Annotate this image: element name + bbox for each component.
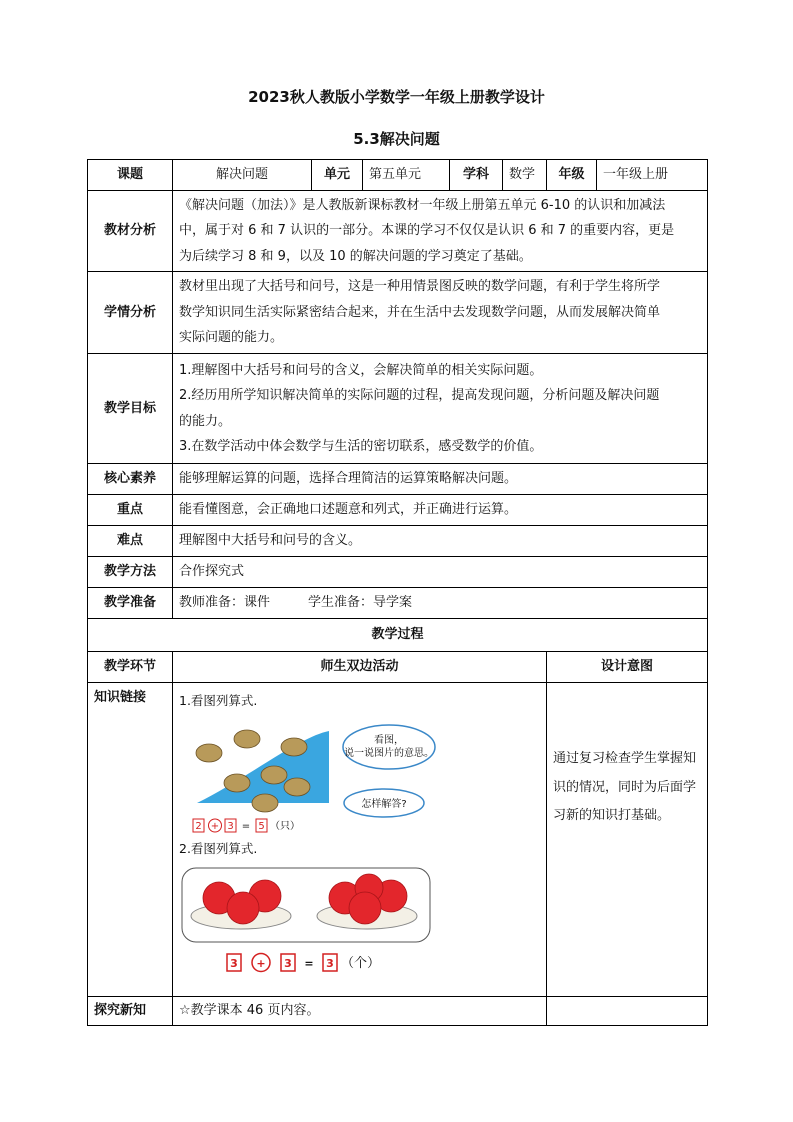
student-analysis-row [88, 272, 708, 354]
unit-label: 单元 [312, 160, 363, 191]
eq1-equals: = [241, 821, 251, 833]
document-title: 2023秋人教版小学数学一年级上册教学设计 [248, 88, 545, 106]
explore-value: ☆教学课本 46 页内容。 [173, 997, 547, 1026]
knowledge-link-intent: 通过复习检查学生掌握知识的情况，同时为后面学习新的知识打基础。 [547, 683, 708, 997]
eq1-c: 5 [258, 821, 265, 833]
discipline-label: 学科 [450, 160, 503, 191]
eq2-op: + [256, 956, 266, 970]
eq2-unit: （个） [341, 955, 381, 971]
bubble-1-text: 看图，说一说图片的意思。 [344, 735, 434, 760]
student-analysis-text [173, 272, 708, 354]
method-label: 教学方法 [88, 557, 173, 588]
eq1-unit: （只） [270, 821, 300, 833]
objectives-row [88, 354, 708, 464]
key-points-value: 能看懂图意，会正确地口述题意和列式，并正确进行运算。 [173, 495, 708, 526]
eq2-c: 3 [326, 956, 334, 970]
grade-label: 年级 [547, 160, 597, 191]
textbook-analysis-label: 教材分析 [88, 191, 173, 272]
knowledge-link-activity [173, 683, 547, 997]
crab-illustration [179, 717, 439, 833]
activity-column-header: 师生双边活动 [173, 652, 547, 683]
exercise-1-prompt: 1.看图列算式. [179, 693, 258, 708]
textbook-analysis-row [88, 191, 708, 272]
difficulties-value: 理解图中大括号和问号的含义。 [173, 526, 708, 557]
preparation-label: 教学准备 [88, 588, 173, 619]
exercise-2-prompt: 2.看图列算式. [179, 841, 258, 857]
core-literacy-label: 核心素养 [88, 464, 173, 495]
method-row [88, 557, 708, 588]
student-analysis-line: 实际问题的能力。 [179, 330, 284, 346]
intent-column-header: 设计意图 [547, 652, 708, 683]
core-literacy-value: 能够理解运算的问题，选择合理简洁的运算策略解决问题。 [173, 464, 708, 495]
student-analysis-line: 数学知识同生活实际紧密结合起来，并在生活中去发现数学问题，从而发展解决简单 [179, 304, 661, 320]
objective-line: 1.理解图中大括号和问号的含义，会解决简单的相关实际问题。 [179, 362, 543, 378]
core-literacy-row [88, 464, 708, 495]
difficulties-row [88, 526, 708, 557]
eq2-a: 3 [230, 956, 238, 970]
student-analysis-label: 学情分析 [88, 272, 173, 354]
objectives-text [173, 354, 708, 464]
student-preparation: 学生准备：导学案 [308, 595, 413, 611]
info-row [88, 160, 708, 191]
explore-label: 探究新知 [88, 997, 173, 1026]
key-points-label: 重点 [88, 495, 173, 526]
equation-2 [227, 953, 380, 971]
method-value: 合作探究式 [173, 557, 708, 588]
teacher-preparation: 教师准备：课件 [179, 595, 271, 611]
eq1-op: + [210, 821, 220, 833]
unit-value: 第五单元 [363, 160, 450, 191]
grade-value: 一年级上册 [597, 160, 708, 191]
textbook-analysis-line: 中，属于对 6 和 7 认识的一部分。本课的学习不仅仅是认识 6 和 7 的重要内容，更是 [179, 223, 675, 239]
process-columns-row [88, 652, 708, 683]
difficulties-label: 难点 [88, 526, 173, 557]
objectives-label: 教学目标 [88, 354, 173, 464]
textbook-analysis-line: 为后续学习 8 和 9，以及 10 的解决问题的学习奠定了基础。 [179, 248, 532, 264]
textbook-analysis-text [173, 191, 708, 272]
eq2-b: 3 [284, 956, 292, 970]
knowledge-link-row [88, 683, 708, 997]
equation-1 [193, 819, 300, 832]
preparation-row [88, 588, 708, 619]
process-header-row [88, 619, 708, 652]
speech-bubble-2 [344, 789, 424, 817]
water-wave [197, 731, 329, 803]
speech-bubble-1 [343, 725, 435, 769]
knowledge-link-label: 知识链接 [88, 683, 173, 997]
subject-label: 课题 [88, 160, 173, 191]
eq2-equals: = [304, 956, 314, 970]
subject-value: 解决问题 [173, 160, 312, 191]
process-header: 教学过程 [88, 619, 708, 652]
key-points-row [88, 495, 708, 526]
eq1-a: 2 [195, 821, 202, 833]
discipline-value: 数学 [503, 160, 547, 191]
bubble-2-text: 怎样解答? [361, 799, 407, 811]
lesson-plan-table [87, 159, 708, 1026]
lesson-subtitle: 5.3解决问题 [353, 130, 440, 148]
stage-column-header: 教学环节 [88, 652, 173, 683]
preparation-value [173, 588, 708, 619]
objective-line: 的能力。 [179, 413, 232, 429]
eq1-b: 3 [227, 821, 234, 833]
objective-line: 2.经历用所学知识解决简单的实际问题的过程，提高发现问题，分析问题及解决问题 [179, 388, 660, 404]
explore-row [88, 997, 708, 1026]
explore-intent [547, 997, 708, 1026]
objective-line: 3.在数学活动中体会数学与生活的密切联系，感受数学的价值。 [179, 438, 543, 454]
apple-illustration [179, 866, 439, 980]
student-analysis-line: 教材里出现了大括号和问号，这是一种用情景图反映的数学问题，有利于学生将所学 [179, 279, 661, 295]
textbook-analysis-line: 《解决问题（加法）》是人教版新课标教材一年级上册第五单元 6-10 的认识和加减法 [179, 197, 666, 213]
